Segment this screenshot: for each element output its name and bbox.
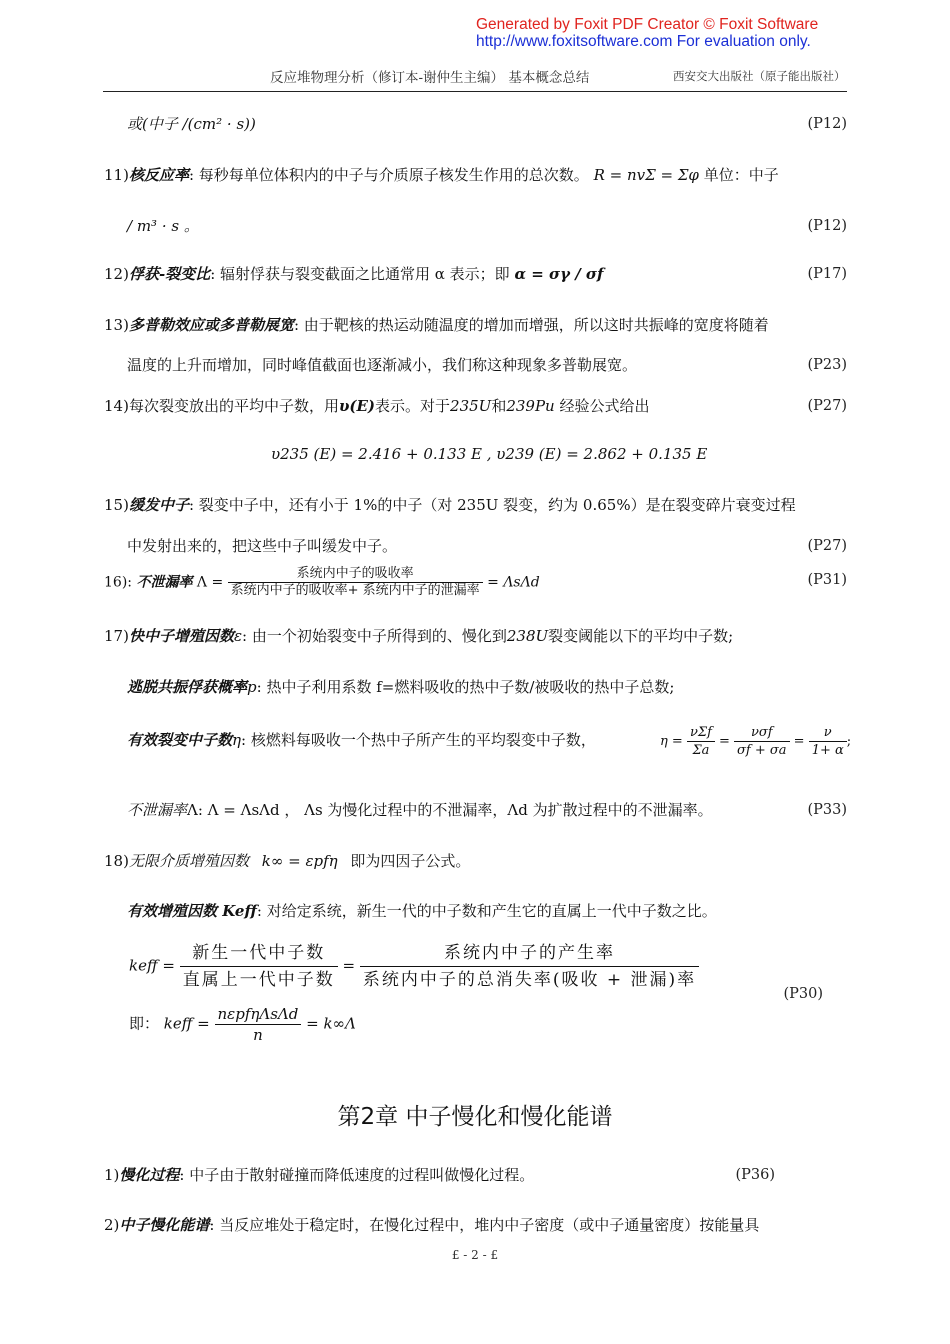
fraction-numerator: 系统内中子的产生率 [360,940,699,967]
keff-fraction-3 [215,1004,302,1045]
fraction-denominator: σf + σa [737,743,787,758]
isotope-u238: 238U [506,627,549,645]
term: 不泄漏率 [136,574,193,591]
item-18b [127,901,717,921]
fraction-denominator: 1+ α [811,743,844,758]
term: 逃脱共振俘获概率 [127,678,248,696]
item-number: 17) [104,627,129,645]
fraction-numerator: νσf [734,724,789,742]
item-13 [104,315,769,335]
term: 有效增殖因数 Keff [127,902,257,920]
ch2-item-1 [104,1165,534,1185]
item-number: 12) [104,265,129,283]
item-number: 13) [104,316,129,334]
symbol: η [232,731,242,749]
item-14-formula [271,444,707,464]
item-15 [104,495,796,515]
page-ref: (P17) [807,266,847,282]
formula: R = nvΣ = Σφ [593,166,699,184]
term: 快中子增殖因数 [128,627,234,645]
header-title: 反应堆物理分析（修订本-谢仲生主编） 基本概念总结 [270,70,590,86]
item-17c [127,730,596,750]
definition: : 辐射俘获与裂变截面之比通常用 α 表示；即 [210,265,510,283]
definition-2: 表示。对于 [375,397,451,415]
keff-formula: keff = $\frac{\text{新生一代中子数}}{\text{直属上一代中子数}}$ = $\frac{\text{系统内中子的产生率}}{\text{系统内中子的总消失率(吸收 + 泄漏)率}}$ [129,940,699,993]
keff-formula-2 [129,1004,356,1045]
item-13-cont: 温度的上升而增加，同时峰值截面也逐渐减小，我们称这种现象多普勒展宽。 [127,356,638,374]
conjunction: 和 [491,397,507,415]
formula-lhs: keff = [163,1014,210,1033]
symbol: p [247,678,257,696]
item-14 [104,396,650,416]
item-number: 1) [104,1166,120,1184]
chapter-title: 第2章 中子慢化和慢化能谱 [337,1104,613,1130]
definition: : 热中子利用系数 f=燃料吸收的热中子数/被吸收的热中子总数; [256,678,675,696]
leakage-fraction [228,566,483,599]
eta-fraction-1 [687,724,715,759]
item-number: 14) [104,397,129,415]
definition: : 核燃料每吸收一个热中子所产生的平均裂变中子数， [241,731,596,749]
page-ref: (P23) [807,357,847,373]
definition: : 当反应堆处于稳定时，在慢化过程中，堆内中子密度（或中子通量密度）按能量具 [209,1216,760,1234]
page-ref: (P12) [807,116,847,132]
item-17 [104,626,733,646]
fraction-numerator: 系统内中子的吸收率 [228,566,483,583]
fraction-numerator: nεpfηΛsΛd [215,1004,302,1025]
definition: : 裂变中子中，还有小于 1%的中子（对 235U 裂变，约为 0.65%）是在裂变碎片衰变过程 [188,496,796,514]
foxit-watermark [476,16,818,50]
label-ji: 即： [129,1014,160,1033]
term: 慢化过程 [119,1166,180,1184]
definition: : Λ = ΛsΛd ， Λs 为慢化过程中的不泄漏率，Λd 为扩散过程中的不泄漏率。 [197,801,713,819]
isotope-u235: 235U [450,397,492,415]
item-15-cont: 中发射出来的，把这些中子叫缓发中子。 [127,537,398,555]
formula-lhs: keff = [129,956,175,975]
item-number: 11) [104,166,129,184]
unit-line [127,114,256,134]
definition-2: 裂变阈能以下的平均中子数; [548,627,734,645]
item-11 [104,165,779,185]
symbol: Λ [187,801,198,819]
item-number: 18) [104,852,129,870]
term: 俘获-裂变比 [128,265,211,283]
term: 缓发中子 [128,496,189,514]
page-ref: (P31) [807,572,847,588]
item-18 [104,851,470,871]
unit-cont: / m³ · s 。 [127,217,199,235]
definition: 每次裂变放出的平均中子数，用 [128,397,339,415]
definition: 即为四因子公式。 [350,852,471,870]
eta-formula: η = $\frac{\text{νΣf}}{\Sigma a}$ = $\frac{\text{νσf}}{\sigma f + \sigma a}$ = $\frac{\nu}{1+ \alpha}$ ; [660,725,852,758]
formula-lhs: Λ = [196,574,224,591]
formula: υ235 (E) = 2.416 + 0.133 E , υ239 (E) = 2.862 + 0.135 E [271,445,708,463]
formula: k∞ = εpfη [261,852,338,870]
fraction-denominator: 直属上一代中子数 [182,970,335,990]
page-ref: (P27) [807,538,847,554]
punctuation: ; [846,734,852,749]
eta-fraction-2 [734,724,789,759]
header-rule [103,91,847,92]
fraction-numerator: νΣf [687,724,715,742]
definition: : 中子由于散射碰撞而降低速度的过程叫做慢化过程。 [179,1166,535,1184]
isotope-pu239: 239Pu [506,397,555,415]
formula: α = σγ / σf [514,265,604,283]
page-ref: (P36) [735,1167,775,1183]
watermark-line2: http://www.foxitsoftware.com For evaluation only. [476,33,811,50]
unit-label: 单位：中子 [703,166,779,184]
keff-fraction-1 [180,940,338,993]
fraction-numerator: 新生一代中子数 [180,940,338,967]
symbol: υ(E) [338,397,376,415]
watermark-line1: Generated by Foxit PDF Creator © Foxit Software [476,16,819,33]
item-number: 2) [104,1216,120,1234]
term: 有效裂变中子数 [127,731,233,749]
item-12 [104,264,603,284]
item-17b [127,677,674,697]
fraction-denominator: Σa [692,743,710,758]
fraction-numerator: ν [809,724,847,742]
fraction-denominator: n [253,1026,263,1044]
term: 不泄漏率 [127,801,188,819]
term: 中子慢化能谱 [119,1216,210,1234]
unit-text: 或(中子 /(cm² · s)) [127,115,256,133]
definition: : 由于靶核的热运动随温度的增加而增强，所以这时共振峰的宽度将随着 [293,316,769,334]
header-publisher: 西安交大出版社（原子能出版社） [673,69,846,83]
formula-lhs: η = [660,734,683,749]
term: 核反应率 [128,166,189,184]
item-11-cont [127,216,199,236]
definition-3: 经验公式给出 [559,397,650,415]
term: 多普勒效应或多普勒展宽 [128,316,294,334]
item-number: 15) [104,496,129,514]
item-17d [127,800,713,820]
symbol: ε [233,627,243,645]
fraction-denominator: 系统内中子的总消失率(吸收 + 泄漏)率 [362,970,697,990]
formula-rhs: = ΛsΛd [487,574,540,591]
page-ref: (P12) [807,218,847,234]
page-ref: (P27) [807,398,847,414]
term: 无限介质增殖因数 [128,852,249,870]
eta-fraction-3 [809,724,847,759]
definition: : 每秒每单位体积内的中子与介质原子核发生作用的总次数。 [188,166,589,184]
keff-fraction-2 [360,940,699,993]
definition: : 由一个初始裂变中子所得到的、慢化到 [242,627,507,645]
ch2-item-2 [104,1215,759,1235]
fraction-denominator: 系统内中子的吸收率+ 系统内中子的泄漏率 [230,583,480,598]
page-number: £ - 2 - £ [451,1248,499,1262]
item-16 [104,566,540,599]
page-ref: (P30) [783,986,823,1002]
definition: : 对给定系统，新生一代的中子数和产生它的直属上一代中子数之比。 [256,902,717,920]
formula-rhs: = k∞Λ [306,1014,356,1033]
page-ref: (P33) [807,802,847,818]
item-number: 16): [104,574,132,591]
